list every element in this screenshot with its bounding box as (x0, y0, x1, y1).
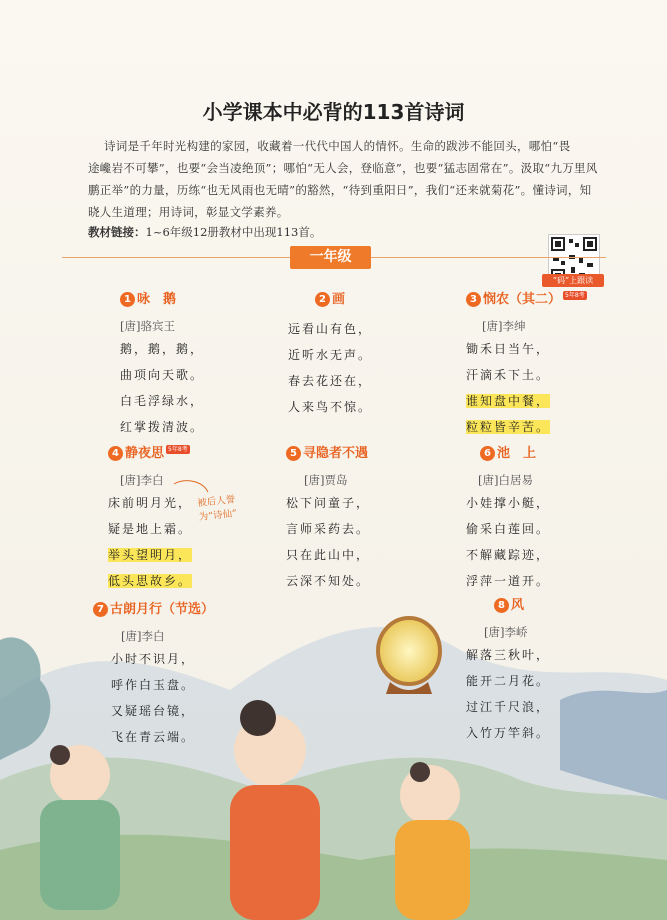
poem-card (286, 444, 370, 594)
poem-title-text: 咏 鹅 (137, 292, 177, 307)
poem-line: 松下问童子， (286, 496, 371, 510)
poem-line: 只在此山中， (286, 548, 371, 562)
poem-line: 床前明月光， (108, 496, 193, 510)
poem-title-text: 悯农（其二） (483, 292, 562, 307)
poem-title (466, 290, 587, 310)
textbook-link-label: 教材链接： (88, 225, 146, 239)
poem-line: 近听水无声。 (288, 348, 373, 362)
poem-number: 4 (108, 446, 123, 461)
exam-tag: 5年8考 (168, 446, 188, 453)
highlight-text: 粒粒皆辛苦。 (466, 420, 551, 434)
poem-line-highlighted (108, 542, 192, 568)
poem-card (108, 444, 192, 594)
poem-card (93, 600, 214, 750)
annotation-note: 被后人誉为“诗仙” (196, 494, 238, 524)
poem-title (288, 290, 372, 310)
poem-title-text: 寻隐者不遇 (303, 446, 369, 461)
poem-title (286, 444, 370, 464)
poem-line: 能开二月花。 (466, 674, 551, 688)
poem-card (288, 290, 372, 420)
poem-line: 言师采药去。 (286, 522, 371, 536)
poem-author: [唐]李峤 (484, 625, 528, 639)
poem-number: 1 (120, 292, 135, 307)
poem-number: 6 (480, 446, 495, 461)
poem-title-text: 静夜思 (125, 446, 165, 461)
poem-line: 入竹万竿斜。 (466, 726, 551, 740)
poem-title-text: 古朗月行（节选） (110, 602, 215, 617)
poem-line: 呼作白玉盘。 (111, 678, 196, 692)
poem-title (466, 444, 550, 464)
poem-number: 2 (315, 292, 330, 307)
poem-number: 3 (466, 292, 481, 307)
poem-line: 过江千尺浪， (466, 700, 551, 714)
poem-line: 小时不识月， (111, 652, 196, 666)
intro-line: 鹏正举”的力量，历练“也无风雨也无晴”的豁然，“待到重阳日”，我们“还来就菊花”。懂诗词，知 (88, 183, 592, 197)
poem-number: 5 (286, 446, 301, 461)
poem-line: 解落三秋叶， (466, 648, 551, 662)
poem-line: 白毛浮绿水， (120, 394, 205, 408)
poem-title-text: 画 (332, 292, 346, 307)
poem-title-text: 风 (511, 598, 525, 613)
textbook-link-text: 1~6年级12册教材中出现113首。 (145, 225, 322, 239)
poem-line: 浮萍一道开。 (466, 574, 551, 588)
poem-line: 小娃撑小艇， (466, 496, 551, 510)
poem-line: 远看山有色， (288, 322, 373, 336)
poem-line: 汗滴禾下土。 (466, 368, 551, 382)
poem-line: 飞在青云端。 (111, 730, 196, 744)
poem-title (466, 596, 550, 616)
highlight-text: 谁知盘中餐， (466, 394, 551, 408)
poem-author: [唐]李白 (120, 473, 164, 487)
poem-title (120, 290, 204, 310)
poem-card (120, 290, 204, 440)
poem-line: 又疑瑶台镜， (111, 704, 196, 718)
poem-line-highlighted (108, 568, 192, 594)
poem-line: 鹅，鹅，鹅， (120, 342, 205, 356)
page-title: 小学课本中必背的113首诗词 (202, 100, 465, 124)
poem-title-text: 池 上 (497, 446, 537, 461)
poem-line-highlighted (466, 388, 587, 414)
poem-title (108, 444, 192, 464)
highlight-text: 低头思故乡。 (108, 574, 193, 588)
poem-author: [唐]骆宾王 (120, 319, 175, 333)
exam-tag: 5年8考 (565, 292, 585, 299)
highlight-text: 举头望明月， (108, 548, 193, 562)
poem-author: [唐]李绅 (482, 319, 526, 333)
poem-line: 疑是地上霜。 (108, 522, 193, 536)
poem-title (93, 600, 214, 620)
qr-caption[interactable]: “码”上跟读 (542, 274, 604, 287)
poem-line: 云深不知处。 (286, 574, 371, 588)
textbook-link (88, 224, 321, 240)
poem-author: [唐]贾岛 (304, 473, 348, 487)
poem-line: 红掌拨清波。 (120, 420, 205, 434)
intro-line: 晓人生道理；用诗词，彰显文学素养。 (88, 205, 289, 219)
poem-card (466, 290, 587, 440)
poem-line: 曲项向天歌。 (120, 368, 205, 382)
intro-line: 途巉岩不可攀”，也要“会当凌绝顶”；哪怕“无人会，登临意”，也要“猛志固常在”。汲取“九万里风 (88, 161, 598, 175)
grade-badge: 一年级 (290, 246, 371, 269)
poem-line: 偷采白莲回。 (466, 522, 551, 536)
poem-line: 不解藏踪迹， (466, 548, 551, 562)
poem-card (466, 596, 550, 746)
poem-number: 7 (93, 602, 108, 617)
poem-line: 人来鸟不惊。 (288, 400, 373, 414)
poem-line-highlighted (466, 414, 587, 440)
poem-number: 8 (494, 598, 509, 613)
poem-line: 春去花还在， (288, 374, 373, 388)
intro-paragraph (88, 135, 608, 223)
poem-line: 锄禾日当午， (466, 342, 551, 356)
intro-line: 诗词是千年时光构建的家园，收藏着一代代中国人的情怀。生命的跋涉不能回头，哪怕“畏 (104, 139, 571, 153)
poem-card (466, 444, 550, 594)
poem-author: [唐]李白 (121, 629, 165, 643)
poem-author: [唐]白居易 (478, 473, 533, 487)
